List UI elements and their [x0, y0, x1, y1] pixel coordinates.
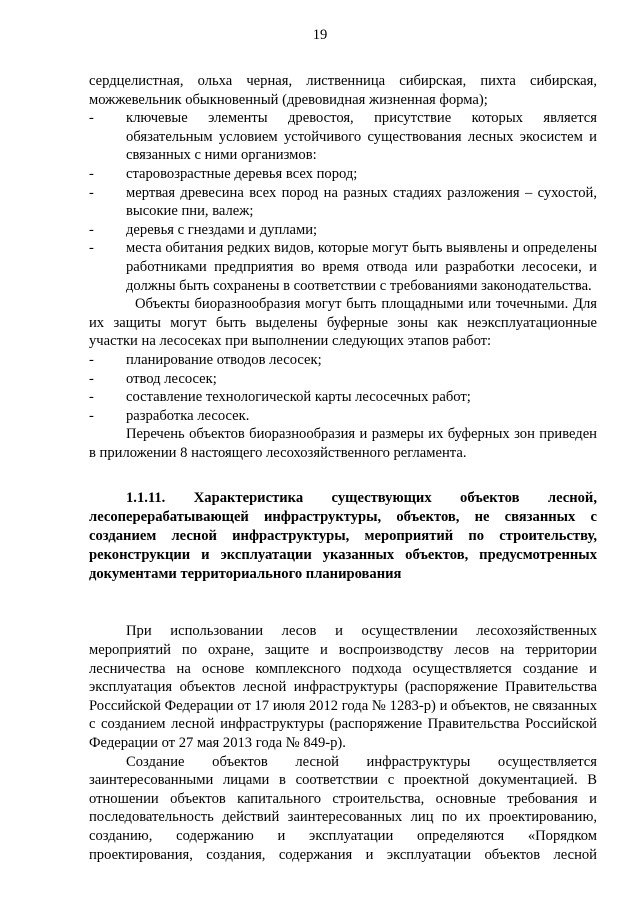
- paragraph-species-line2: можжевельник обыкновенный (древовидная жизненная форма);: [89, 91, 488, 108]
- list-item-text: деревья с гнездами и дуплами;: [126, 221, 318, 238]
- list-item: [89, 239, 597, 295]
- list-item: [89, 370, 597, 389]
- list-item-text: мертвая древесина всех пород на разных стадиях разложения – сухостой, высокие пни, валеж;: [126, 184, 597, 220]
- list-dash: -: [89, 110, 94, 127]
- list-item-text: разработка лесосек.: [126, 407, 250, 424]
- paragraph-infrastructure-creation: Создание объектов лесной инфраструктуры осуществляется заинтересованными лицами в соответствии с проектной документацией. В отношении объектов капитального строительства, основные требования и последовательность действий заинтересованных лиц по их проектированию, созданию, содержанию и эксплуатации определяются «Порядком проектирования, создания, содержания и эксплуатации объектов лесной: [89, 753, 597, 863]
- list-dash: -: [89, 370, 94, 387]
- list-item-key-elements: [89, 109, 597, 165]
- list-item: [89, 388, 597, 407]
- paragraph-biodiversity-objects: Объекты биоразнообразия могут быть площадными или точечными. Для их защиты могут быть выделены буферные зоны как неэксплуатационные участки на лесосеках при выполнении следующих этапов работ:: [89, 296, 597, 350]
- list-item: [89, 165, 597, 184]
- list-item-text: отвод лесосек;: [126, 370, 217, 387]
- list-dash: -: [89, 351, 94, 368]
- paragraph-species-line1: сердцелистная, ольха черная, лиственница сибирская, пихта сибирская,: [89, 73, 597, 89]
- list-dash: -: [89, 407, 94, 424]
- list-item-text: старовозрастные деревья всех пород;: [126, 165, 358, 182]
- list-item: [89, 221, 597, 240]
- list-dash: -: [89, 240, 94, 257]
- list-item-text: ключевые элементы древостоя, присутствие которых является обязательным условием устойчивого существования лесных экосистем и связанных с ними организмов:: [126, 110, 597, 164]
- page-number: 19: [312, 27, 328, 43]
- paragraph-forest-use: При использовании лесов и осуществлении лесохозяйственных мероприятий по охране, защите и воспроизводству лесов на территории лесничества на основе комплексного подхода осуществляется создание и эксплуатация объектов лесной инфраструктуры (распоряжение Правительства Российской Федерации от 17 июля 2012 года № 1283-р) и объектов, не связанных с созданием лесной инфраструктуры (распоряжение Правительства Российской Федерации от 27 мая 2013 года № 849-р).: [89, 623, 597, 752]
- section-heading: 1.1.11. Характеристика существующих объектов лесной, лесоперерабатывающей инфраструктуры, объектов, не связанных с созданием лесной инфраструктуры, мероприятий по строительству, реконструкции и эксплуатации указанных объектов, предусмотренных документами территориального планирования: [89, 490, 597, 582]
- list-dash: -: [89, 389, 94, 406]
- list-item: [89, 407, 597, 426]
- list-item: [89, 351, 597, 370]
- list-item: [89, 184, 597, 221]
- paragraph-biodiversity-list: Перечень объектов биоразнообразия и размеры их буферных зон приведен в приложении 8 настоящего лесохозяйственного регламента.: [89, 426, 597, 461]
- list-item-text: планирование отводов лесосек;: [126, 351, 322, 368]
- list-dash: -: [89, 165, 94, 182]
- list-dash: -: [89, 184, 94, 201]
- list-item-text: составление технологической карты лесосечных работ;: [126, 389, 471, 406]
- document-body: [89, 72, 597, 864]
- list-dash: -: [89, 221, 94, 238]
- list-item-text: места обитания редких видов, которые могут быть выявлены и определены работниками предприятия во время отвода или разработки лесосеки, и должны быть сохранены в соответствии с требованиями законодательства.: [126, 240, 597, 294]
